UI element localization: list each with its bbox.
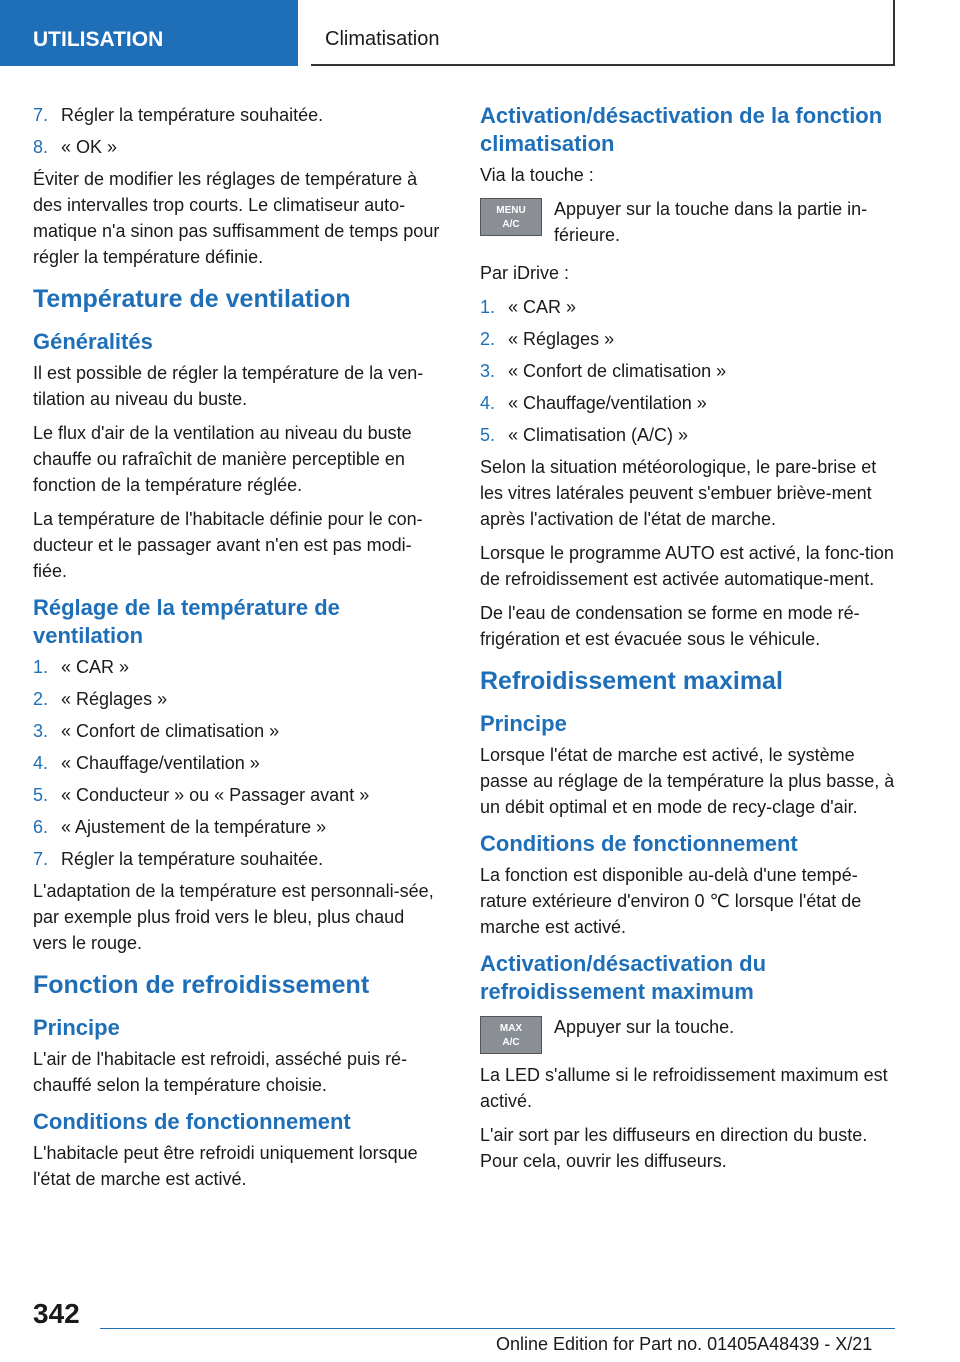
list-item: 1. « CAR » [480,297,577,317]
chapter-title: Climatisation [325,28,440,50]
paragraph: Il est possible de régler la température de la ven-tilation au niveau du buste. [33,363,424,409]
paragraph: Le flux d'air de la ventilation au niveau du buste chauffe ou rafraîchit de manière perceptible en fonction de la température réglée. [33,423,412,495]
paragraph: Lorsque l'état de marche est activé, le système passe au réglage de la température la plus basse, à un débit optimal et en mode de recy-clage d'air. [480,745,895,817]
max-ac-button-icon: MAX A/C [480,1016,542,1054]
paragraph: L'air de l'habitacle est refroidi, asséché puis ré-chauffé selon la température choisie. [33,1049,408,1095]
paragraph: La température de l'habitacle définie pour le con-ducteur et le passager avant n'en est pas modi-fiée. [33,509,423,581]
menu-ac-button-icon: MENU A/C [480,198,542,236]
heading-principe: Principe [33,1015,120,1040]
paragraph: L'air sort par les diffuseurs en direction du buste. Pour cela, ouvrir les diffuseurs. [480,1125,868,1171]
paragraph: Via la touche : [480,165,594,185]
heading-generalites: Généralités [33,329,153,354]
paragraph: De l'eau de condensation se forme en mode ré-frigération et est évacuée sous le véhicule. [480,603,860,649]
list-item: 5. « Climatisation (A/C) » [480,425,689,445]
list-item: 3. « Confort de climatisation » [33,721,280,741]
paragraph: L'habitacle peut être refroidi uniquement lorsque l'état de marche est activé. [33,1143,418,1189]
steps-top [33,102,443,160]
steps-idrive [480,294,895,448]
paragraph: La fonction est disponible au-delà d'une tempé-rature extérieure d'environ 0 ℃ lorsque l'état de marche est activé. [480,865,862,937]
section-tab [0,0,298,66]
heading-reglage: Réglage de la température de ventilation [33,595,340,648]
list-item: 5. « Conducteur » ou « Passager avant » [33,785,370,805]
list-item: 4. « Chauffage/ventilation » [33,753,260,773]
footer-edition: Online Edition for Part no. 01405A48439 - X/21 [496,1334,873,1354]
section-title: UTILISATION [33,28,164,51]
list-item: 2. « Réglages » [480,329,615,349]
paragraph-avoid: Éviter de modifier les réglages de température à des intervalles trop courts. Le climatiseur auto-matique n'a sinon pas suffisamment de temps pour régler la température définie. [33,169,440,267]
list-item: 6. « Ajustement de la température » [33,817,327,837]
paragraph: Par iDrive : [480,263,570,283]
list-item: 2. « Réglages » [33,689,168,709]
heading-activation: Activation/désactivation de la fonction climatisation [480,103,883,156]
paragraph: La LED s'allume si le refroidissement maximum est activé. [480,1065,888,1111]
heading-act-max: Activation/désactivation du refroidissement maximum [480,951,767,1004]
heading-principe: Principe [480,711,567,736]
list-item: 3. « Confort de climatisation » [480,361,727,381]
steps-reglage [33,654,443,872]
paragraph: Appuyer sur la touche dans la partie in-férieure. [554,199,868,245]
chapter-header [311,0,895,66]
heading-refroidissement: Fonction de refroidissement [33,971,370,999]
list-item: 8. « OK » [33,137,118,157]
right-column [480,102,895,1182]
page-number: 342 [33,1298,80,1329]
list-item: 7. Régler la température souhaitée. [33,105,324,125]
left-column [33,102,443,1200]
max-ac-row [480,1014,895,1054]
footer-divider [100,1328,895,1329]
heading-conditions: Conditions de fonctionnement [33,1109,351,1134]
paragraph: Selon la situation météorologique, le pare-brise et les vitres latérales peuvent s'embuer briève-ment après l'activation de l'état de marche. [480,457,877,529]
list-item: 7. Régler la température souhaitée. [33,849,324,869]
heading-ventilation: Température de ventilation [33,285,351,313]
paragraph: Appuyer sur la touche. [554,1017,735,1037]
heading-conditions: Conditions de fonctionnement [480,831,798,856]
heading-max: Refroidissement maximal [480,667,783,695]
paragraph: Lorsque le programme AUTO est activé, la fonc-tion de refroidissement est activée automatique-ment. [480,543,894,589]
list-item: 1. « CAR » [33,657,130,677]
paragraph-adapt: L'adaptation de la température est personnali-sée, par exemple plus froid vers le bleu, plus chaud vers le rouge. [33,881,434,953]
list-item: 4. « Chauffage/ventilation » [480,393,707,413]
menu-ac-row [480,196,895,252]
